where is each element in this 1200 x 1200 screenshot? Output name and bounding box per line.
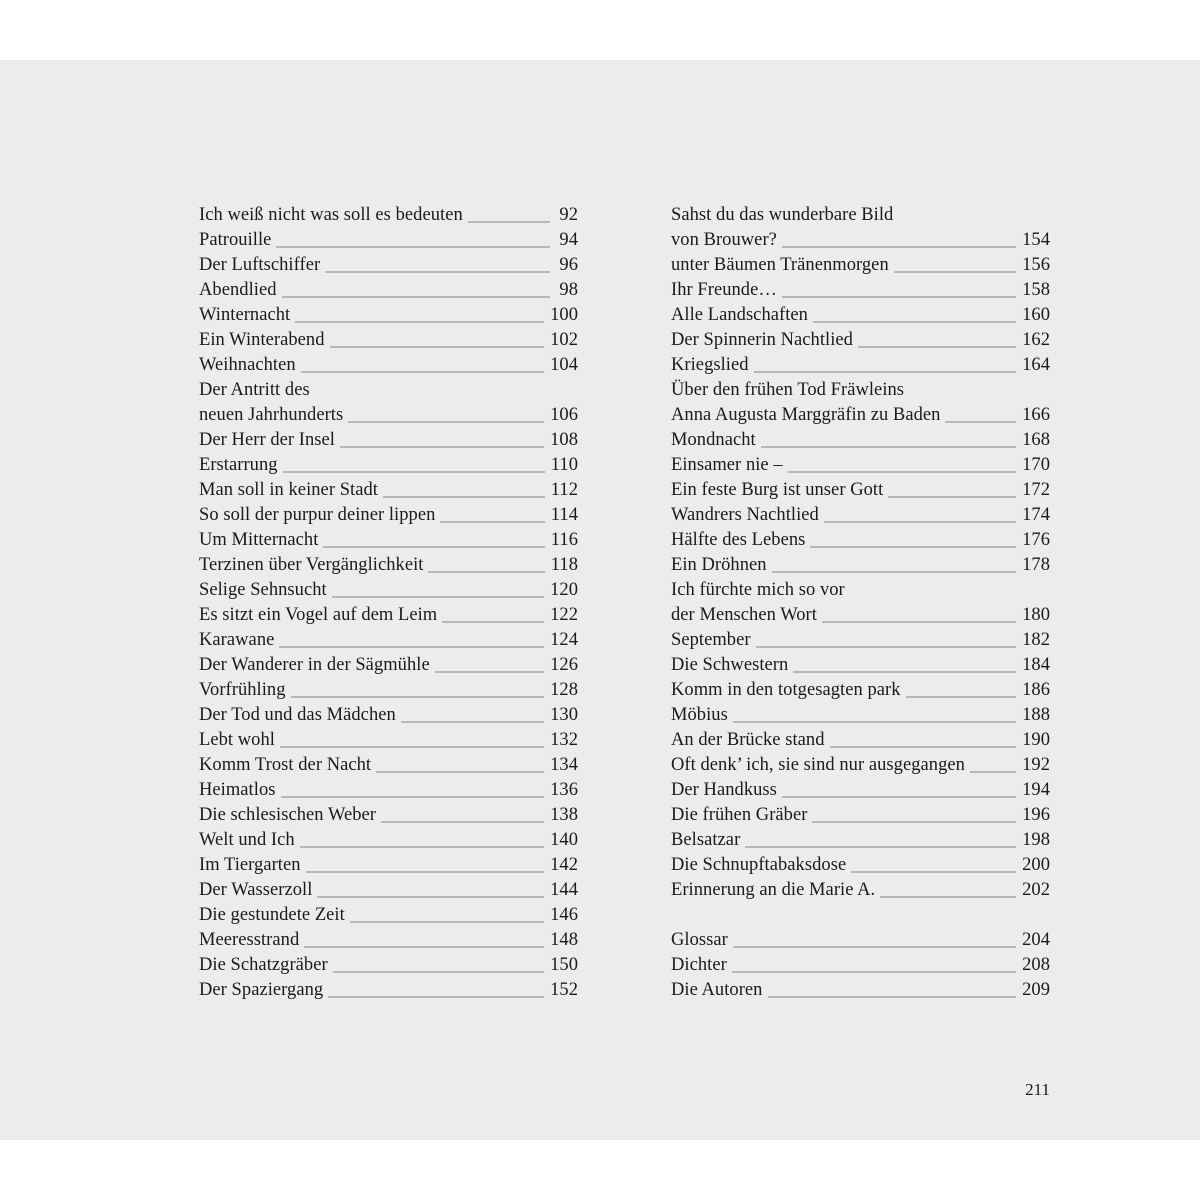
toc-entry-title: Um Mitternacht (199, 530, 319, 550)
toc-entry (199, 928, 578, 953)
toc-entry-title: Karawane (199, 630, 275, 650)
toc-entry-title: Glossar (671, 930, 728, 950)
toc-entry-page: 136 (550, 780, 578, 800)
toc-entry-title: Man soll in keiner Stadt (199, 480, 378, 500)
toc-entry-page: 126 (550, 655, 578, 675)
toc-entry (671, 753, 1050, 778)
toc-entry-title: Über den frühen Tod Fräwleins (671, 380, 905, 400)
leader-line (304, 946, 544, 948)
toc-entry (671, 853, 1050, 878)
toc-entry (199, 578, 578, 603)
toc-entry-page: 120 (550, 580, 578, 600)
leader-line (772, 571, 1016, 573)
toc-entry-title: Sahst du das wunderbare Bild (671, 205, 894, 225)
leader-line (970, 771, 1016, 773)
leader-line (325, 271, 550, 273)
leader-line (788, 471, 1016, 473)
toc-entry-page: 170 (1022, 455, 1050, 475)
toc-entry (199, 603, 578, 628)
toc-entry-page: 110 (550, 455, 578, 475)
toc-entry (671, 478, 1050, 503)
toc-entry-continued (671, 578, 1050, 603)
leader-line (756, 646, 1017, 648)
toc-entry-title: unter Bäumen Tränenmorgen (671, 255, 889, 275)
leader-line (291, 696, 545, 698)
toc-entry-page: 116 (550, 530, 578, 550)
leader-line (306, 871, 545, 873)
toc-entry-title: Im Tiergarten (199, 855, 301, 875)
toc-entry-page: 102 (550, 330, 578, 350)
leader-line (851, 871, 1016, 873)
page-number: 211 (1025, 1080, 1050, 1099)
toc-entry-page: 194 (1022, 780, 1050, 800)
toc-entry-page: 204 (1022, 930, 1050, 950)
leader-line (300, 846, 544, 848)
leader-line (945, 421, 1016, 423)
toc-entry (671, 828, 1050, 853)
toc-entry (671, 878, 1050, 903)
toc-entry (671, 728, 1050, 753)
leader-line (768, 996, 1017, 998)
leader-line (782, 246, 1016, 248)
toc-entry-page: 188 (1022, 705, 1050, 725)
toc-entry-title: Der Spaziergang (199, 980, 324, 1000)
toc-entry (671, 403, 1050, 428)
toc-entry (199, 528, 578, 553)
toc-entry-page: 144 (550, 880, 578, 900)
leader-line (733, 946, 1016, 948)
toc-entry-page: 114 (550, 505, 578, 525)
toc-entry-page: 160 (1022, 305, 1050, 325)
leader-line (745, 846, 1016, 848)
toc-entry-title: Die schlesischen Weber (199, 805, 377, 825)
leader-line (812, 821, 1016, 823)
toc-entry-page: 130 (550, 705, 578, 725)
toc-entry (199, 328, 578, 353)
toc-entry (199, 403, 578, 428)
toc-entry (199, 653, 578, 678)
leader-line (330, 346, 545, 348)
toc-entry-title: Belsatzar (671, 830, 741, 850)
toc-entry (199, 478, 578, 503)
toc-column-left (199, 203, 578, 1003)
toc-entry-page: 108 (550, 430, 578, 450)
toc-entry-title: Ein Dröhnen (671, 555, 767, 575)
toc-entry-title: Alle Landschaften (671, 305, 808, 325)
toc-entry-title: Kriegslied (671, 355, 749, 375)
toc-entry-title: Ein Winterabend (199, 330, 325, 350)
toc-entry-title: Der Herr der Insel (199, 430, 335, 450)
leader-line (301, 371, 544, 373)
leader-line (754, 371, 1017, 373)
toc-entry-page: 134 (550, 755, 578, 775)
toc-entry-title: Komm Trost der Nacht (199, 755, 372, 775)
toc-entry-title: Die Schnupftabaksdose (671, 855, 847, 875)
toc-entry-page: 112 (550, 480, 578, 500)
toc-entry (199, 678, 578, 703)
book-page (0, 60, 1200, 1140)
toc-entry-page: 146 (550, 905, 578, 925)
leader-line (782, 296, 1016, 298)
leader-line (733, 721, 1016, 723)
toc-entry-title: Die Schwestern (671, 655, 789, 675)
toc-entry (199, 778, 578, 803)
toc-entry-page: 142 (550, 855, 578, 875)
toc-entry-page: 150 (550, 955, 578, 975)
toc-entry-title: Heimatlos (199, 780, 276, 800)
toc-entry-page: 186 (1022, 680, 1050, 700)
toc-entry-page: 172 (1022, 480, 1050, 500)
toc-entry-title: Wandrers Nachtlied (671, 505, 819, 525)
toc-entry (671, 228, 1050, 253)
toc-entry (671, 678, 1050, 703)
toc-entry (671, 603, 1050, 628)
toc-entry-title: Es sitzt ein Vogel auf dem Leim (199, 605, 438, 625)
toc-entry (199, 978, 578, 1003)
toc-entry (199, 453, 578, 478)
leader-line (435, 671, 544, 673)
leader-line (468, 221, 550, 223)
leader-line (328, 996, 544, 998)
leader-line (894, 271, 1016, 273)
leader-line (732, 971, 1016, 973)
toc-entry (199, 703, 578, 728)
toc-entry (199, 278, 578, 303)
toc-entry (671, 553, 1050, 578)
leader-line (442, 621, 544, 623)
leader-line (440, 521, 544, 523)
toc-entry-continued (671, 203, 1050, 228)
toc-entry-title: Der Antritt des (199, 380, 310, 400)
leader-line (830, 746, 1017, 748)
toc-entry-page: 180 (1022, 605, 1050, 625)
toc-entry (671, 953, 1050, 978)
toc-entry-title: Mondnacht (671, 430, 756, 450)
leader-line (428, 571, 544, 573)
toc-entry (671, 703, 1050, 728)
toc-entry-title: Meeresstrand (199, 930, 300, 950)
toc-entry-title: Der Tod und das Mädchen (199, 705, 396, 725)
toc-entry-page: 202 (1022, 880, 1050, 900)
toc-entry-page: 168 (1022, 430, 1050, 450)
toc-entry (199, 878, 578, 903)
toc-entry (671, 528, 1050, 553)
toc-entry (199, 253, 578, 278)
toc-entry-page: 176 (1022, 530, 1050, 550)
leader-line (332, 596, 544, 598)
toc-entry-page: 154 (1022, 230, 1050, 250)
toc-entry (671, 978, 1050, 1003)
toc-entry-page: 140 (550, 830, 578, 850)
toc-entry-title: Die Autoren (671, 980, 763, 1000)
toc-entry-title: Der Handkuss (671, 780, 777, 800)
toc-entry-page: 124 (550, 630, 578, 650)
toc-entry-page: 104 (550, 355, 578, 375)
toc-entry-page: 152 (550, 980, 578, 1000)
toc-entry (671, 928, 1050, 953)
toc-entry-title: So soll der purpur deiner lippen (199, 505, 436, 525)
toc-entry-page: 182 (1022, 630, 1050, 650)
leader-line (295, 321, 544, 323)
toc-entry (199, 203, 578, 228)
toc-entry-page: 158 (1022, 280, 1050, 300)
toc-entry-title: Der Spinnerin Nachtlied (671, 330, 853, 350)
toc-entry (199, 303, 578, 328)
leader-line (317, 896, 544, 898)
toc-entry-title: Der Wasserzoll (199, 880, 313, 900)
toc-entry (199, 628, 578, 653)
toc-entry-page: 178 (1022, 555, 1050, 575)
leader-line (888, 496, 1016, 498)
toc-entry (199, 503, 578, 528)
toc-entry-page: 200 (1022, 855, 1050, 875)
leader-line (810, 546, 1016, 548)
leader-line (283, 471, 545, 473)
leader-line (350, 921, 544, 923)
toc-entry-page: 100 (550, 305, 578, 325)
leader-line (880, 896, 1016, 898)
toc-entry-page: 209 (1022, 980, 1050, 1000)
toc-entry (199, 353, 578, 378)
toc-entry-title: Lebt wohl (199, 730, 275, 750)
leader-line (376, 771, 544, 773)
toc-entry-page: 208 (1022, 955, 1050, 975)
toc-entry-page: 92 (559, 205, 578, 225)
toc-entry (199, 853, 578, 878)
toc-entry (199, 728, 578, 753)
leader-line (782, 796, 1016, 798)
toc-entry-page: 96 (559, 255, 578, 275)
toc-entry-title: Ich fürchte mich so vor (671, 580, 845, 600)
toc-entry (199, 828, 578, 853)
toc-entry-page: 122 (550, 605, 578, 625)
toc-entry-title: Ihr Freunde… (671, 280, 777, 300)
toc-entry-title: Erinnerung an die Marie A. (671, 880, 876, 900)
leader-line (813, 321, 1016, 323)
toc-entry-title: Einsamer nie – (671, 455, 783, 475)
toc-entry-continued (199, 378, 578, 403)
toc-entry (199, 228, 578, 253)
leader-line (333, 971, 544, 973)
toc-entry-page: 132 (550, 730, 578, 750)
toc-entry (199, 803, 578, 828)
toc-entry-title: September (671, 630, 751, 650)
section-spacer (671, 903, 1050, 928)
toc-entry-title: Anna Augusta Marggräfin zu Baden (671, 405, 941, 425)
toc-entry (671, 278, 1050, 303)
leader-line (276, 246, 550, 248)
toc-entry-title: Die Schatzgräber (199, 955, 328, 975)
toc-entry-title: Abendlied (199, 280, 277, 300)
toc-entry-page: 156 (1022, 255, 1050, 275)
toc-entry-title: Möbius (671, 705, 728, 725)
toc-entry-title: Der Wanderer in der Sägmühle (199, 655, 430, 675)
toc-entry (671, 653, 1050, 678)
toc-entry-page: 174 (1022, 505, 1050, 525)
leader-line (281, 796, 545, 798)
toc-entry-page: 198 (1022, 830, 1050, 850)
toc-entry-page: 148 (550, 930, 578, 950)
toc-entry (199, 903, 578, 928)
toc-entry-page: 118 (550, 555, 578, 575)
toc-entry-title: Winternacht (199, 305, 291, 325)
toc-entry (199, 428, 578, 453)
toc-entry-title: Patrouille (199, 230, 272, 250)
toc-entry (199, 753, 578, 778)
toc-entry-page: 162 (1022, 330, 1050, 350)
leader-line (761, 446, 1016, 448)
toc-entry-page: 164 (1022, 355, 1050, 375)
leader-line (282, 296, 550, 298)
toc-entry-title: Erstarrung (199, 455, 278, 475)
toc-entry-page: 166 (1022, 405, 1050, 425)
toc-entry-page: 138 (550, 805, 578, 825)
toc-entry-title: Vorfrühling (199, 680, 286, 700)
toc-entry (671, 778, 1050, 803)
toc-entry-title: Terzinen über Vergänglichkeit (199, 555, 424, 575)
toc-entry-title: Der Luftschiffer (199, 255, 321, 275)
leader-line (822, 621, 1016, 623)
toc-entry-page: 184 (1022, 655, 1050, 675)
toc-entry-title: der Menschen Wort (671, 605, 817, 625)
leader-line (381, 821, 544, 823)
toc-entry-title: von Brouwer? (671, 230, 777, 250)
toc-entry-title: Komm in den totgesagten park (671, 680, 901, 700)
toc-entry (671, 453, 1050, 478)
leader-line (348, 421, 544, 423)
toc-entry-title: Hälfte des Lebens (671, 530, 806, 550)
toc-entry-page: 190 (1022, 730, 1050, 750)
toc-entry-title: Oft denk’ ich, sie sind nur ausgegangen (671, 755, 965, 775)
toc-entry (671, 303, 1050, 328)
toc-entry-title: neuen Jahrhunderts (199, 405, 344, 425)
toc-entry (671, 503, 1050, 528)
toc-entry (671, 803, 1050, 828)
toc-entry-title: Ein feste Burg ist unser Gott (671, 480, 884, 500)
toc-entry-title: An der Brücke stand (671, 730, 825, 750)
toc-entry-title: Die frühen Gräber (671, 805, 808, 825)
toc-entry (671, 328, 1050, 353)
toc-entry-title: Selige Sehnsucht (199, 580, 327, 600)
toc-column-right (671, 203, 1050, 1003)
leader-line (383, 496, 545, 498)
toc-entry (199, 953, 578, 978)
toc-entry (671, 353, 1050, 378)
toc-entry-page: 196 (1022, 805, 1050, 825)
toc-entry-title: Dichter (671, 955, 727, 975)
leader-line (793, 671, 1016, 673)
toc-entry-page: 106 (550, 405, 578, 425)
leader-line (824, 521, 1016, 523)
leader-line (279, 646, 544, 648)
toc-entry (671, 428, 1050, 453)
toc-entry-page: 192 (1022, 755, 1050, 775)
toc-entry-title: Ich weiß nicht was soll es bedeuten (199, 205, 463, 225)
leader-line (906, 696, 1017, 698)
leader-line (323, 546, 544, 548)
leader-line (280, 746, 544, 748)
toc-entry-title: Weihnachten (199, 355, 296, 375)
leader-line (858, 346, 1016, 348)
toc-entry (671, 628, 1050, 653)
toc-entry (199, 553, 578, 578)
toc-entry-page: 94 (559, 230, 578, 250)
toc-entry-title: Die gestundete Zeit (199, 905, 345, 925)
toc-entry-continued (671, 378, 1050, 403)
toc-entry-page: 128 (550, 680, 578, 700)
leader-line (340, 446, 544, 448)
leader-line (401, 721, 544, 723)
toc-entry-page: 98 (559, 280, 578, 300)
toc-entry-title: Welt und Ich (199, 830, 295, 850)
toc-entry (671, 253, 1050, 278)
